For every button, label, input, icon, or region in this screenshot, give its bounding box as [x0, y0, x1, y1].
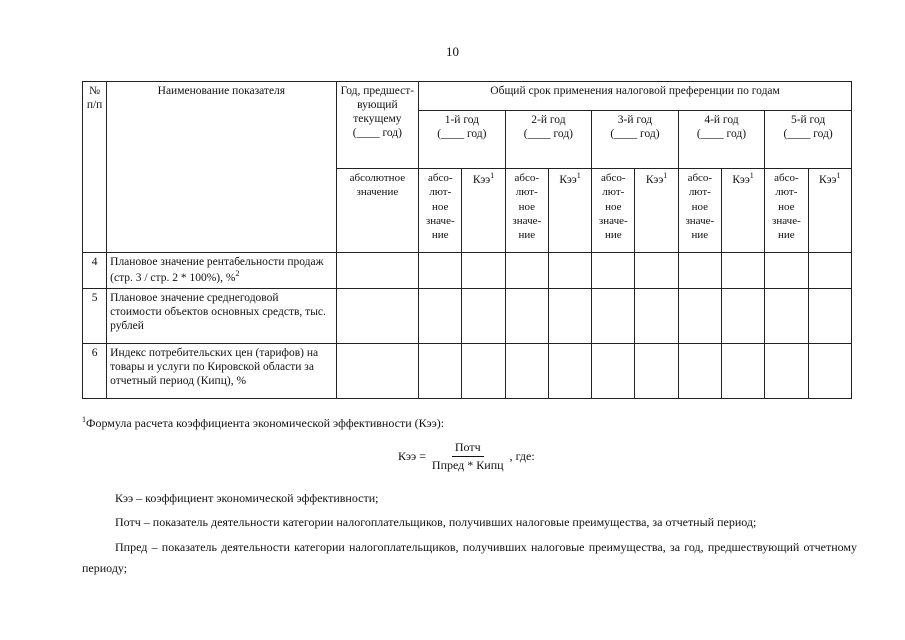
header-year-5: 5-й год (____ год) — [765, 111, 852, 169]
footnote: $^1$Формула расчета коэффициента экономической эффективности (Кээ): — [82, 415, 445, 430]
table-row — [83, 253, 852, 289]
row-num: 6 — [83, 344, 107, 399]
header-year-3: 3-й год (____ год) — [592, 111, 679, 169]
table-row — [83, 289, 852, 344]
formula-fraction — [429, 440, 507, 473]
header-year-4: 4-й год (____ год) — [678, 111, 765, 169]
definition-potch: Потч – показатель деятельности категории налогоплательщиков, получивших налоговые преимущества, за отчетный период; — [115, 515, 757, 529]
table-row — [83, 344, 852, 399]
indicators-table — [82, 81, 852, 399]
formula-denominator: Ппред * Кипц — [431, 458, 504, 472]
formula-tail: , где: — [509, 449, 535, 463]
definition-pred: Ппред – показатель деятельности категории налогоплательщиков, получивших налоговые преимущества, за год, предшествующий отчетному периоду; — [82, 540, 857, 575]
row-num: 4 — [83, 253, 107, 289]
header-ke-y3: Кээ$^1$ — [635, 169, 678, 253]
row-name: Индекс потребительских цен (тарифов) на товары и услуги по Кировской области за отчетный период (Кипц), % — [107, 344, 336, 399]
header-ke-y1: Кээ$^1$ — [462, 169, 505, 253]
header-abs-y3: абсо-лют-ное значе-ние — [592, 169, 635, 253]
header-year-1: 1-й год (____ год) — [419, 111, 506, 169]
header-abs-y2: абсо-лют-ное значе-ние — [505, 169, 548, 253]
definition-ke: Кээ – коэффициент экономической эффективности; — [115, 491, 379, 505]
formula-lhs: Кээ = — [398, 449, 426, 463]
header-ke-y4: Кээ$^1$ — [721, 169, 764, 253]
formula — [398, 440, 535, 473]
header-abs-y5: абсо-лют-ное значе-ние — [765, 169, 808, 253]
page-number: 10 — [446, 44, 459, 59]
header-year-2: 2-й год (____ год) — [505, 111, 592, 169]
header-period: Общий срок применения налоговой преференции по годам — [419, 82, 852, 111]
header-prev-year: Год, предшест-вующий текущему (____ год) — [336, 82, 419, 169]
formula-numerator: Потч — [452, 440, 484, 457]
header-abs-y1: абсо-лют-ное значе-ние — [419, 169, 462, 253]
row-name: Плановое значение рентабельности продаж (стр. 3 / стр. 2 * 100%), %$^2$ — [107, 253, 336, 289]
header-abs-value: абсолютное значение — [336, 169, 419, 253]
header-abs-y4: абсо-лют-ное значе-ние — [678, 169, 721, 253]
header-ke-y2: Кээ$^1$ — [548, 169, 591, 253]
row-name: Плановое значение среднегодовой стоимости объектов основных средств, тыс. рублей — [107, 289, 336, 344]
header-num: № п/п — [83, 82, 107, 253]
header-ke-y5: Кээ$^1$ — [808, 169, 852, 253]
header-name: Наименование показателя — [107, 82, 336, 253]
row-num: 5 — [83, 289, 107, 344]
